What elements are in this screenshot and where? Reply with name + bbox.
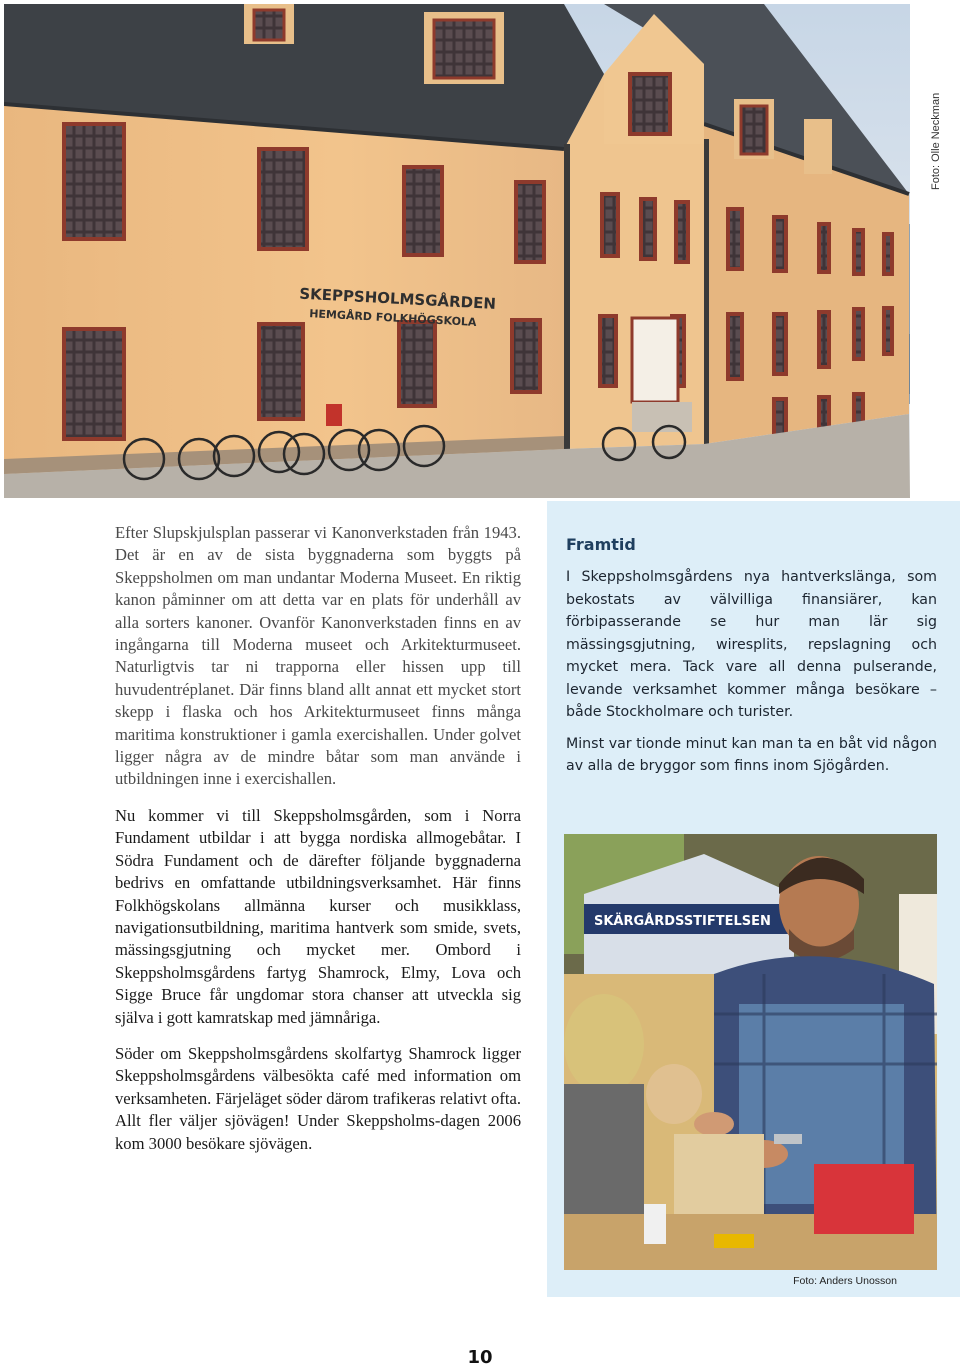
top-photo-credit-text: Foto: Olle Neckman [930,92,942,190]
sidebar-body [566,566,937,787]
article-paragraph-1: Efter Slupskjulsplan passerar vi Kanonverkstaden från 1943. Det är en av de sista byggnaderna som byggts på Skeppsholmen om man undantar Moderna Museet. En riktig kanon påminner om att detta var en plats för underhåll av alla sorters kanoner. Ovanför Kanonverkstaden finns en av ingångarna till Moderna museet och Arkitekturmuseet. Naturligtvis tar ni trapporna eller hissen upp till huvudentréplanet. Där finns bland allt annat ett mycket stort skepp i flaska och hos Arkitekturmuseet finns många maritima konstruktioner i gamla exercishallen. Under golvet ligger några av de mindre båtar som man använde i utbildningen inne i exercishallen. [115,523,521,789]
page-number: 10 [467,1347,493,1368]
sidebar-paragraph-2: Minst var tionde minut kan man ta en båt vid någon av alla de bryggor som finns inom Sjögården. [566,735,937,774]
building-sign-line1: SKEPPSHOLMSGÅRDEN [298,284,497,313]
bottom-photo-credit: Foto: Anders Unosson [793,1275,897,1287]
banner-text: SKÄRGÅRDSSTIFTELSEN [594,914,771,929]
article-paragraph-3: Söder om Skeppsholmsgårdens skolfartyg Shamrock ligger Skeppsholmsgårdens välbesökta café med information om verksamheten. Färjeläget söder därom trafikeras relativt ofta. Allt fler väljer sjövägen! Under Skeppsholms-dagen 2006 kom 3000 besökare sjövägen. [115,1043,521,1153]
building-photo [4,4,910,498]
framtid-sidebar [547,501,960,1297]
article-left-column [115,522,521,1169]
building-sign-line2: HEMGÅRD FOLKHÖGSKOLA [308,307,477,329]
sidebar-paragraph-1: I Skeppsholmsgårdens nya hantverkslänga, som bekostats av välvilliga finansiärer, kan förbipasserande se hur man lär sig mässingsgjutning, wiresplits, repslagning och mycket mera. Tack vare all denna pulserande, levande verksamhet kommer många besökare – både Stockholmare och turister. [566,569,937,720]
workshop-photo [564,834,937,1270]
top-photo-credit [930,40,950,190]
article-paragraph-2: Nu kommer vi till Skeppsholmsgården, som i Norra Fundament utbildar i att bygga nordiska allmogebåtar. I Södra Fundament och de därefter följande byggnaderna bedrivs en omfattande utbildningsverksamhet. Här finns Folkhögskolans allmänna kurser och musikklass, navigationsutbildning, maritima hantverk som smide, svets, mässingsgjutning och mycket mer. Ombord i Skeppsholmsgårdens fartyg Shamrock, Elmy, Lova och Sigge Bruce får ungdomar stora chanser att utveckla sig själva i gott kamratskap med jämnåriga. [115,805,521,1027]
sidebar-heading: Framtid [566,535,636,554]
